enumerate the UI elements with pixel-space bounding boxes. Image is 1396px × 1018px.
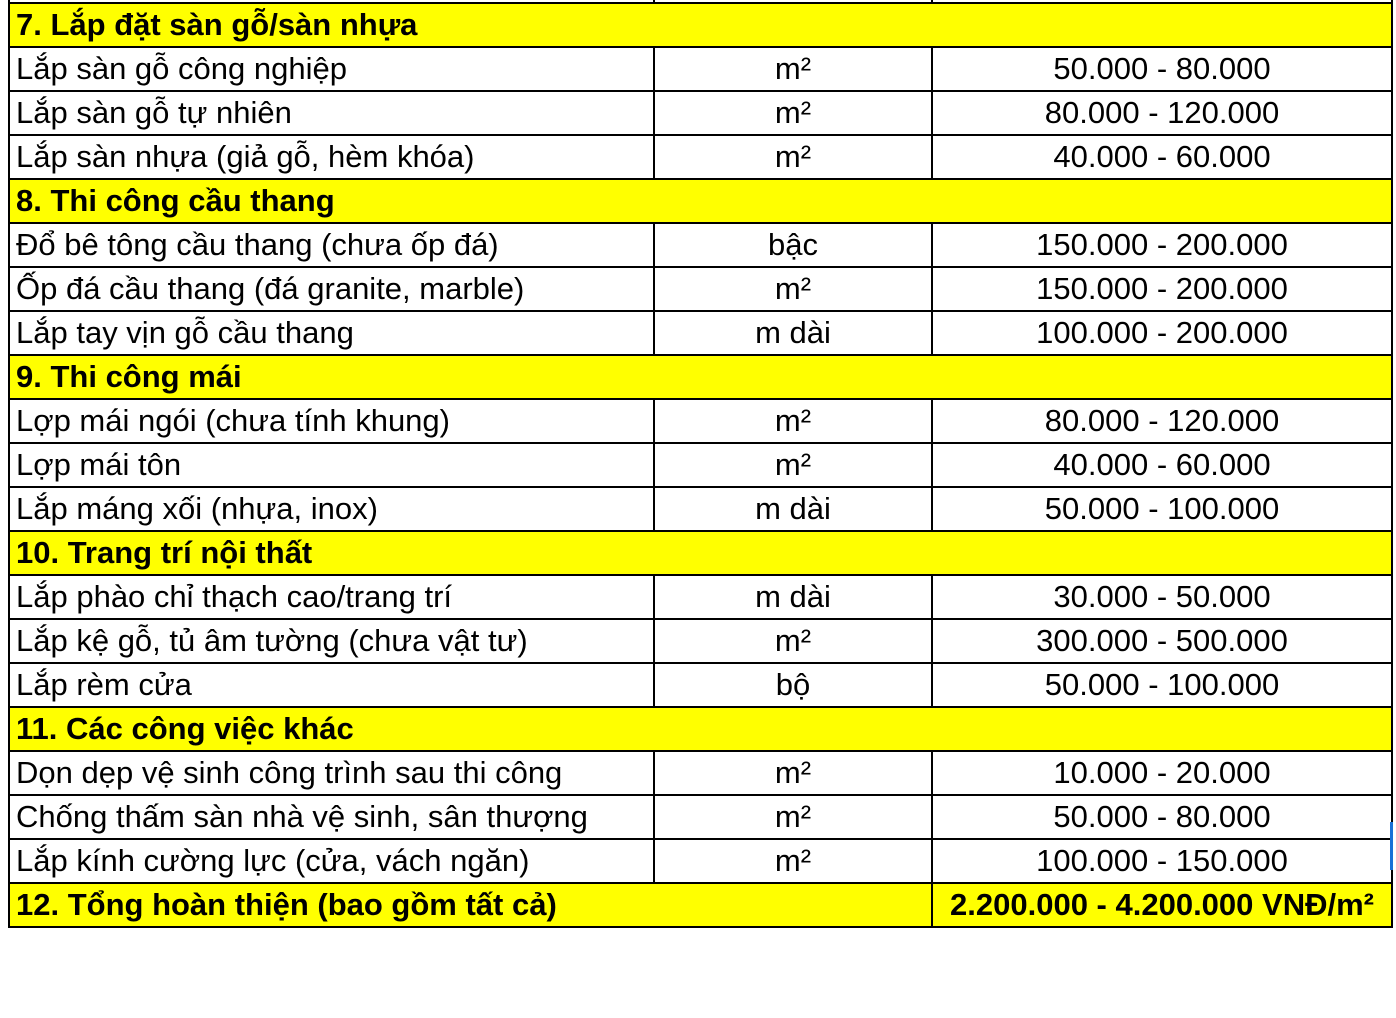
price-cell[interactable]: 150.000 - 200.000 [932, 223, 1392, 267]
work-item-cell[interactable]: Lắp sàn gỗ tự nhiên [9, 91, 654, 135]
work-item-cell[interactable]: Lợp mái ngói (chưa tính khung) [9, 399, 654, 443]
unit-cell[interactable]: m² [654, 91, 932, 135]
price-table [8, 0, 1393, 928]
table-row [9, 487, 1392, 531]
work-item-cell[interactable]: Lắp kệ gỗ, tủ âm tường (chưa vật tư) [9, 619, 654, 663]
total-price[interactable]: 2.200.000 - 4.200.000 VNĐ/m² [932, 883, 1392, 927]
unit-cell[interactable]: m² [654, 839, 932, 883]
unit-cell[interactable]: m² [654, 47, 932, 91]
price-cell[interactable]: 100.000 - 150.000 [932, 839, 1392, 883]
table-row [9, 311, 1392, 355]
price-table-body [9, 0, 1392, 927]
work-item-cell[interactable]: Lắp rèm cửa [9, 663, 654, 707]
unit-cell[interactable]: m² [654, 619, 932, 663]
total-row [9, 883, 1392, 927]
price-cell[interactable]: 50.000 - 80.000 [932, 795, 1392, 839]
price-cell[interactable]: 80.000 - 120.000 [932, 399, 1392, 443]
work-item-cell[interactable]: Lợp mái tôn [9, 443, 654, 487]
section-header-row [9, 179, 1392, 223]
work-item-cell[interactable]: Chống thấm sàn nhà vệ sinh, sân thượng [9, 795, 654, 839]
total-title[interactable]: 12. Tổng hoàn thiện (bao gồm tất cả) [9, 883, 932, 927]
section-title[interactable]: 10. Trang trí nội thất [9, 531, 1392, 575]
price-cell[interactable]: 300.000 - 500.000 [932, 619, 1392, 663]
table-row [9, 399, 1392, 443]
section-title[interactable]: 11. Các công việc khác [9, 707, 1392, 751]
work-item-cell[interactable]: Dọn dẹp vệ sinh công trình sau thi công [9, 751, 654, 795]
section-title[interactable]: 7. Lắp đặt sàn gỗ/sàn nhựa [9, 3, 1392, 47]
section-title[interactable]: 9. Thi công mái [9, 355, 1392, 399]
table-row [9, 443, 1392, 487]
table-row [9, 751, 1392, 795]
work-item-cell[interactable]: Đổ bê tông cầu thang (chưa ốp đá) [9, 223, 654, 267]
section-header-row [9, 531, 1392, 575]
work-item-cell[interactable]: Lắp sàn gỗ công nghiệp [9, 47, 654, 91]
price-cell[interactable]: 40.000 - 60.000 [932, 135, 1392, 179]
cell-selection-marker [1390, 822, 1393, 870]
work-item-cell[interactable]: Lắp kính cường lực (cửa, vách ngăn) [9, 839, 654, 883]
price-cell[interactable]: 10.000 - 20.000 [932, 751, 1392, 795]
price-cell[interactable]: 50.000 - 100.000 [932, 487, 1392, 531]
unit-cell[interactable]: m² [654, 399, 932, 443]
section-header-row [9, 3, 1392, 47]
price-cell[interactable]: 80.000 - 120.000 [932, 91, 1392, 135]
section-header-row [9, 707, 1392, 751]
table-row [9, 619, 1392, 663]
price-cell[interactable]: 150.000 - 200.000 [932, 267, 1392, 311]
price-cell[interactable]: 50.000 - 100.000 [932, 663, 1392, 707]
table-row [9, 839, 1392, 883]
unit-cell[interactable]: bậc [654, 223, 932, 267]
unit-cell[interactable]: m dài [654, 575, 932, 619]
section-header-row [9, 355, 1392, 399]
unit-cell[interactable]: m² [654, 751, 932, 795]
unit-cell[interactable]: m² [654, 795, 932, 839]
table-row [9, 267, 1392, 311]
section-title[interactable]: 8. Thi công cầu thang [9, 179, 1392, 223]
table-row [9, 663, 1392, 707]
table-row [9, 135, 1392, 179]
unit-cell[interactable]: m dài [654, 311, 932, 355]
price-cell[interactable]: 50.000 - 80.000 [932, 47, 1392, 91]
table-row [9, 47, 1392, 91]
table-row [9, 795, 1392, 839]
table-row [9, 91, 1392, 135]
unit-cell[interactable]: m² [654, 135, 932, 179]
price-cell[interactable]: 100.000 - 200.000 [932, 311, 1392, 355]
table-row [9, 223, 1392, 267]
unit-cell[interactable]: bộ [654, 663, 932, 707]
price-cell[interactable]: 40.000 - 60.000 [932, 443, 1392, 487]
unit-cell[interactable]: m² [654, 267, 932, 311]
unit-cell[interactable]: m² [654, 443, 932, 487]
work-item-cell[interactable]: Lắp phào chỉ thạch cao/trang trí [9, 575, 654, 619]
table-row [9, 575, 1392, 619]
work-item-cell[interactable]: Ốp đá cầu thang (đá granite, marble) [9, 267, 654, 311]
work-item-cell[interactable]: Lắp sàn nhựa (giả gỗ, hèm khóa) [9, 135, 654, 179]
unit-cell[interactable]: m dài [654, 487, 932, 531]
work-item-cell[interactable]: Lắp máng xối (nhựa, inox) [9, 487, 654, 531]
price-cell[interactable]: 30.000 - 50.000 [932, 575, 1392, 619]
work-item-cell[interactable]: Lắp tay vịn gỗ cầu thang [9, 311, 654, 355]
